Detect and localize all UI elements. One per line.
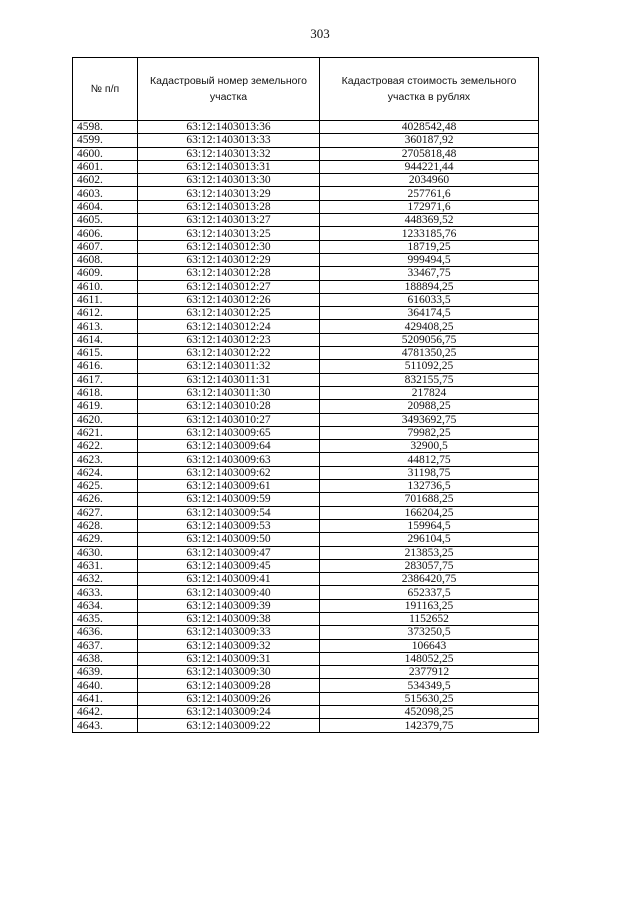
table-row [73, 293, 539, 306]
table-row [73, 333, 539, 346]
row-number: 4632. [73, 573, 138, 586]
cadastral-value: 2386420,75 [320, 573, 539, 586]
table-row [73, 679, 539, 692]
table-row [73, 413, 539, 426]
cadastral-number: 63:12:1403012:30 [138, 240, 320, 253]
cadastral-number: 63:12:1403013:32 [138, 147, 320, 160]
table-row [73, 214, 539, 227]
cadastral-number: 63:12:1403012:29 [138, 253, 320, 266]
cadastral-number: 63:12:1403012:28 [138, 267, 320, 280]
row-number: 4598. [73, 121, 138, 134]
table-row [73, 599, 539, 612]
cadastral-value: 44812,75 [320, 453, 539, 466]
row-number: 4625. [73, 480, 138, 493]
cadastral-number: 63:12:1403011:31 [138, 373, 320, 386]
row-number: 4629. [73, 533, 138, 546]
cadastral-value: 1233185,76 [320, 227, 539, 240]
row-number: 4602. [73, 174, 138, 187]
table-row [73, 453, 539, 466]
cadastral-value: 283057,75 [320, 559, 539, 572]
row-number: 4609. [73, 267, 138, 280]
row-number: 4612. [73, 307, 138, 320]
row-number: 4615. [73, 347, 138, 360]
cadastral-number: 63:12:1403013:30 [138, 174, 320, 187]
table-row [73, 666, 539, 679]
table-row [73, 652, 539, 665]
table-row [73, 147, 539, 160]
row-number: 4607. [73, 240, 138, 253]
cadastral-number: 63:12:1403009:33 [138, 626, 320, 639]
table-row [73, 253, 539, 266]
cadastral-number: 63:12:1403012:23 [138, 333, 320, 346]
cadastral-value: 652337,5 [320, 586, 539, 599]
table-row [73, 160, 539, 173]
cadastral-number: 63:12:1403009:39 [138, 599, 320, 612]
table-row [73, 280, 539, 293]
cadastral-number: 63:12:1403009:63 [138, 453, 320, 466]
cadastral-number: 63:12:1403010:27 [138, 413, 320, 426]
row-number: 4623. [73, 453, 138, 466]
row-number: 4600. [73, 147, 138, 160]
table-row [73, 692, 539, 705]
row-number: 4606. [73, 227, 138, 240]
table-row [73, 400, 539, 413]
cadastral-value: 832155,75 [320, 373, 539, 386]
table-row [73, 121, 539, 134]
table-row [73, 240, 539, 253]
table-row [73, 360, 539, 373]
table-row [73, 533, 539, 546]
row-number: 4618. [73, 386, 138, 399]
cadastral-value: 515630,25 [320, 692, 539, 705]
table-row [73, 573, 539, 586]
cadastral-number: 63:12:1403012:27 [138, 280, 320, 293]
row-number: 4610. [73, 280, 138, 293]
table-row [73, 267, 539, 280]
row-number: 4605. [73, 214, 138, 227]
table-row [73, 174, 539, 187]
cadastral-number: 63:12:1403011:30 [138, 386, 320, 399]
row-number: 4624. [73, 466, 138, 479]
cadastral-number: 63:12:1403013:29 [138, 187, 320, 200]
cadastral-value: 32900,5 [320, 440, 539, 453]
cadastral-value: 4781350,25 [320, 347, 539, 360]
row-number: 4633. [73, 586, 138, 599]
cadastral-number: 63:12:1403009:30 [138, 666, 320, 679]
table-header [73, 58, 539, 121]
cadastral-value: 142379,75 [320, 719, 539, 732]
row-number: 4631. [73, 559, 138, 572]
cadastral-value: 5209056,75 [320, 333, 539, 346]
row-number: 4619. [73, 400, 138, 413]
row-number: 4604. [73, 200, 138, 213]
row-number: 4611. [73, 293, 138, 306]
cadastral-value: 18719,25 [320, 240, 539, 253]
cadastral-value: 33467,75 [320, 267, 539, 280]
cadastral-number: 63:12:1403009:54 [138, 506, 320, 519]
cadastral-value: 2377912 [320, 666, 539, 679]
cadastral-number: 63:12:1403009:59 [138, 493, 320, 506]
table-row [73, 466, 539, 479]
row-number: 4620. [73, 413, 138, 426]
row-number: 4640. [73, 679, 138, 692]
table-row [73, 320, 539, 333]
row-number: 4621. [73, 426, 138, 439]
row-number: 4636. [73, 626, 138, 639]
table-row [73, 612, 539, 625]
cadastral-number: 63:12:1403009:64 [138, 440, 320, 453]
row-number: 4635. [73, 612, 138, 625]
table-row [73, 559, 539, 572]
cadastral-number: 63:12:1403009:31 [138, 652, 320, 665]
cadastral-value: 3493692,75 [320, 413, 539, 426]
cadastral-number: 63:12:1403013:25 [138, 227, 320, 240]
table-row [73, 706, 539, 719]
row-number: 4628. [73, 519, 138, 532]
row-number: 4616. [73, 360, 138, 373]
cadastral-value: 944221,44 [320, 160, 539, 173]
header-cadastral-value: Кадастровая стоимость земельного участка в рублях [320, 58, 539, 121]
cadastral-number: 63:12:1403009:53 [138, 519, 320, 532]
cadastral-value: 364174,5 [320, 307, 539, 320]
row-number: 4608. [73, 253, 138, 266]
table-row [73, 480, 539, 493]
cadastral-number: 63:12:1403009:26 [138, 692, 320, 705]
cadastral-value: 429408,25 [320, 320, 539, 333]
row-number: 4643. [73, 719, 138, 732]
row-number: 4617. [73, 373, 138, 386]
table-row [73, 639, 539, 652]
cadastral-number: 63:12:1403012:22 [138, 347, 320, 360]
cadastral-number: 63:12:1403009:38 [138, 612, 320, 625]
cadastral-number: 63:12:1403013:31 [138, 160, 320, 173]
cadastral-number: 63:12:1403009:41 [138, 573, 320, 586]
cadastral-number: 63:12:1403012:24 [138, 320, 320, 333]
cadastral-number: 63:12:1403009:32 [138, 639, 320, 652]
cadastral-value: 4028542,48 [320, 121, 539, 134]
cadastral-value: 172971,6 [320, 200, 539, 213]
cadastral-value: 166204,25 [320, 506, 539, 519]
cadastral-value: 188894,25 [320, 280, 539, 293]
cadastral-value: 616033,5 [320, 293, 539, 306]
cadastral-number: 63:12:1403009:45 [138, 559, 320, 572]
table-row [73, 626, 539, 639]
cadastral-number: 63:12:1403013:36 [138, 121, 320, 134]
table-row [73, 134, 539, 147]
row-number: 4641. [73, 692, 138, 705]
row-number: 4599. [73, 134, 138, 147]
cadastral-number: 63:12:1403009:22 [138, 719, 320, 732]
table-row [73, 506, 539, 519]
row-number: 4601. [73, 160, 138, 173]
cadastral-value: 701688,25 [320, 493, 539, 506]
cadastral-number: 63:12:1403009:62 [138, 466, 320, 479]
cadastral-value: 999494,5 [320, 253, 539, 266]
cadastral-value-table [72, 57, 539, 733]
cadastral-number: 63:12:1403013:33 [138, 134, 320, 147]
cadastral-value: 534349,5 [320, 679, 539, 692]
cadastral-number: 63:12:1403009:47 [138, 546, 320, 559]
header-cadastral-number: Кадастровый номер земельного участка [138, 58, 320, 121]
cadastral-number: 63:12:1403011:32 [138, 360, 320, 373]
cadastral-value: 2034960 [320, 174, 539, 187]
page-number: 303 [310, 26, 330, 41]
cadastral-number: 63:12:1403009:24 [138, 706, 320, 719]
cadastral-number: 63:12:1403009:40 [138, 586, 320, 599]
table-row [73, 493, 539, 506]
cadastral-number: 63:12:1403009:65 [138, 426, 320, 439]
row-number: 4626. [73, 493, 138, 506]
table-row [73, 519, 539, 532]
table-row [73, 187, 539, 200]
cadastral-value: 106643 [320, 639, 539, 652]
table-row [73, 386, 539, 399]
cadastral-value: 191163,25 [320, 599, 539, 612]
cadastral-number: 63:12:1403009:61 [138, 480, 320, 493]
cadastral-value: 148052,25 [320, 652, 539, 665]
cadastral-value: 511092,25 [320, 360, 539, 373]
row-number: 4613. [73, 320, 138, 333]
table-row [73, 227, 539, 240]
cadastral-value: 159964,5 [320, 519, 539, 532]
cadastral-value: 2705818,48 [320, 147, 539, 160]
cadastral-value: 217824 [320, 386, 539, 399]
table-row [73, 719, 539, 732]
row-number: 4634. [73, 599, 138, 612]
row-number: 4603. [73, 187, 138, 200]
cadastral-number: 63:12:1403010:28 [138, 400, 320, 413]
table-row [73, 373, 539, 386]
row-number: 4642. [73, 706, 138, 719]
header-num: № п/п [73, 58, 138, 121]
cadastral-value: 79982,25 [320, 426, 539, 439]
table-row [73, 307, 539, 320]
cadastral-value: 1152652 [320, 612, 539, 625]
table-row [73, 546, 539, 559]
table-row [73, 440, 539, 453]
cadastral-value: 452098,25 [320, 706, 539, 719]
cadastral-number: 63:12:1403009:28 [138, 679, 320, 692]
cadastral-number: 63:12:1403012:26 [138, 293, 320, 306]
row-number: 4630. [73, 546, 138, 559]
row-number: 4638. [73, 652, 138, 665]
cadastral-value: 213853,25 [320, 546, 539, 559]
cadastral-value: 373250,5 [320, 626, 539, 639]
cadastral-number: 63:12:1403013:28 [138, 200, 320, 213]
cadastral-number: 63:12:1403013:27 [138, 214, 320, 227]
cadastral-value: 132736,5 [320, 480, 539, 493]
row-number: 4627. [73, 506, 138, 519]
cadastral-value: 257761,6 [320, 187, 539, 200]
cadastral-value: 20988,25 [320, 400, 539, 413]
table-row [73, 347, 539, 360]
cadastral-number: 63:12:1403009:50 [138, 533, 320, 546]
table-row [73, 426, 539, 439]
table-body [73, 121, 539, 733]
table-row [73, 200, 539, 213]
row-number: 4639. [73, 666, 138, 679]
header-row [73, 58, 539, 121]
cadastral-value: 448369,52 [320, 214, 539, 227]
cadastral-value: 31198,75 [320, 466, 539, 479]
cadastral-value: 360187,92 [320, 134, 539, 147]
table-row [73, 586, 539, 599]
row-number: 4622. [73, 440, 138, 453]
cadastral-value: 296104,5 [320, 533, 539, 546]
row-number: 4614. [73, 333, 138, 346]
cadastral-number: 63:12:1403012:25 [138, 307, 320, 320]
row-number: 4637. [73, 639, 138, 652]
